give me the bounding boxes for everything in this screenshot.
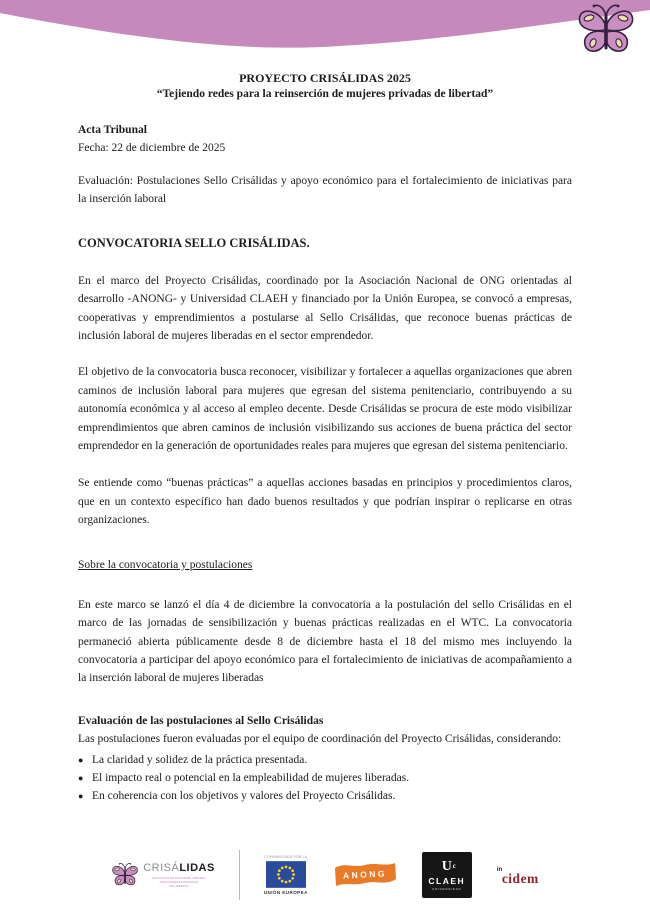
heading-convocatoria: CONVOCATORIA SELLO CRISÁLIDAS. [78, 235, 310, 250]
cidem-logo [496, 865, 539, 885]
list-item [78, 769, 572, 787]
cidem-wordmark: cidem [501, 871, 539, 886]
document-subtitle: “Tejiendo redes para la reinserción de mujeres privadas de libertad” [156, 88, 494, 100]
eu-flag-icon [266, 861, 306, 888]
crisalidas-name-bold: LIDAS [179, 862, 215, 874]
claeh-wordmark: CLAEH [428, 875, 466, 886]
eu-top-label: COFINANCIADO POR LA [264, 855, 308, 859]
crisalidas-tagline [143, 876, 215, 888]
paragraph-1: En el marco del Proyecto Crisálidas, coordinado por la Asociación Nacional de ONG orientadas al desarrollo -ANONG- y Universidad CLAEH y financiado por la Unión Europea, se convocó a empresas, cooperativas y emprendimientos a postularse al Sello Crisálidas, que reconoce buenas prácticas de inclusión laboral de mujeres liberadas en el sector emprendedor. [78, 274, 572, 343]
bullet-text: El impacto real o potencial en la empleabilidad de mujeres liberadas. [92, 771, 410, 784]
list-item [78, 787, 572, 805]
crisalidas-footer-logo [111, 862, 215, 888]
paragraph-3: Se entiende como “buenas prácticas” a aquellas acciones basadas en principios y procedimientos claros, que en un contexto específico han dado buenos resultados y que podrían inspirar o replicarse en otras organizaciones. [78, 477, 572, 527]
tagline-line: DE LIBERTAD [169, 884, 189, 888]
document-body [78, 70, 572, 806]
crisalidas-name-light: CRISÁ [143, 862, 180, 874]
claeh-letter-small: c [452, 861, 456, 870]
fecha-line: Fecha: 22 de diciembre de 2025 [78, 142, 226, 154]
eu-bottom-label: UNIÓN EUROPEA [263, 890, 308, 895]
anong-wordmark: ANONG [342, 868, 388, 881]
bullet-icon: ● [78, 754, 84, 765]
claeh-u-glyph [441, 858, 456, 874]
cidem-prefix: in [496, 867, 503, 873]
footer-divider [239, 850, 240, 900]
tagline-line: PARA MUJERES PRIVADAS [159, 880, 199, 884]
heading-sobre-convocatoria: Sobre la convocatoria y postulaciones [78, 558, 253, 571]
paragraph-4: En este marco se lanzó el día 4 de diciembre la convocatoria a la postulación del sello Crisálidas en el marco de las jornadas de sensibilización y buenas prácticas realizadas en el WTC. La convocatoria permaneció abierta públicamente desde 8 de diciembre hasta el 18 del mismo mes incluyendo la convocatoria a participar del apoyo económico para el fortalecimiento de iniciativas de acompañamiento a la inserción laboral de mujeres liberadas [78, 598, 572, 685]
bullet-icon: ● [78, 791, 84, 802]
bullet-text: En coherencia con los objetivos y valores del Proyecto Crisálidas. [92, 790, 396, 803]
bullet-icon: ● [78, 772, 84, 783]
anong-logo [332, 858, 398, 892]
butterfly-logo-icon [576, 2, 636, 58]
butterfly-icon [111, 862, 139, 888]
bullet-text: La claridad y solidez de la práctica presentada. [92, 753, 308, 766]
tagline-line: PROYECTO DE INCLUSIÓN LABORAL [152, 876, 206, 880]
paragraph-2: El objetivo de la convocatoria busca reconocer, visibilizar y fortalecer a aquellas organizaciones que abren caminos de inclusión laboral para mujeres que egresan del sistema penitenciario, contribuyendo a su autonomía económica y al acceso al empleo decente. Desde Crisálidas se procura de este modo visibilizar emprendimientos que abren caminos de inclusión visibilizando sus acciones de buena práctica del sector emprendedor en la generación de oportunidades reales para mujeres que egresan del sistema penitenciario. [78, 366, 572, 453]
crisalidas-wordmark [143, 862, 215, 888]
claeh-letter: U [441, 858, 452, 874]
heading-evaluacion-postulaciones: Evaluación de las postulaciones al Sello Crisálidas [78, 714, 324, 727]
evaluacion-body-paragraph: Las postulaciones fueron evaluadas por el equipo de coordinación del Proyecto Crisálidas, considerando: [78, 733, 562, 746]
document-title: PROYECTO CRISÁLIDAS 2025 [239, 71, 411, 85]
claeh-logo [422, 852, 472, 898]
footer-logo-strip [0, 850, 650, 900]
header-curve-band [0, 0, 650, 60]
eu-flag-logo [264, 855, 308, 895]
claeh-subtitle: UNIVERSIDAD [432, 886, 462, 891]
list-item [78, 751, 572, 769]
acta-label: Acta Tribunal [78, 124, 147, 136]
evaluacion-intro-paragraph: Evaluación: Postulaciones Sello Crisálidas y apoyo económico para el fortalecimiento de iniciativas para la inserción laboral [78, 175, 572, 206]
criteria-bullet-list [78, 751, 572, 806]
